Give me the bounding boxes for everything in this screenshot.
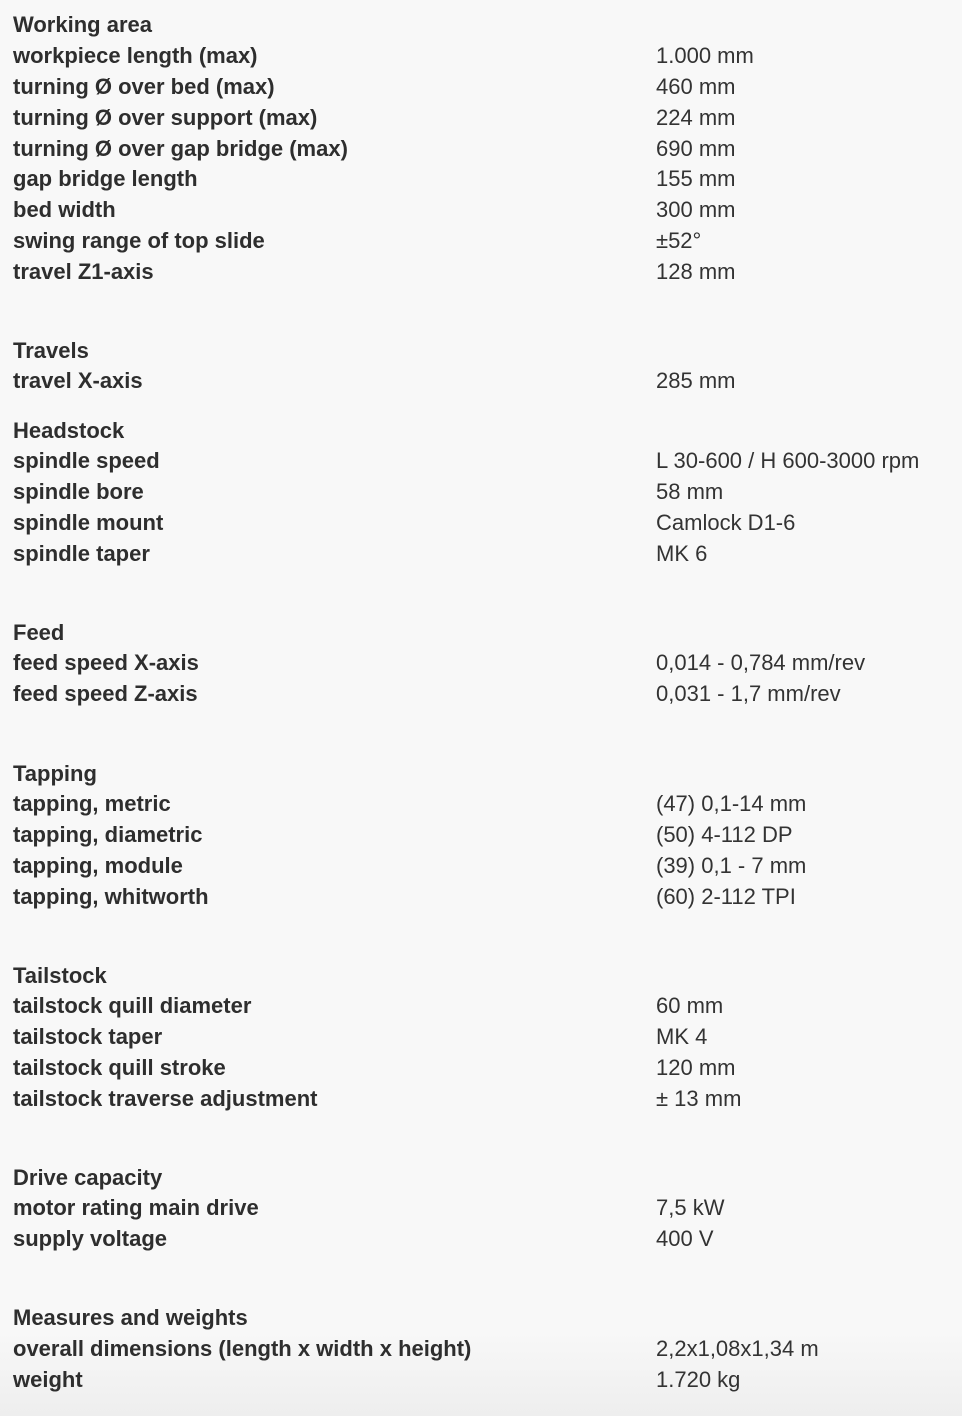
spec-label: tailstock quill stroke: [13, 1055, 226, 1080]
spec-label: motor rating main drive: [13, 1195, 259, 1220]
section-heading-drive-capacity: Drive capacity: [13, 1165, 163, 1190]
spec-label: travel X-axis: [13, 368, 143, 393]
spec-label: tailstock taper: [13, 1024, 163, 1049]
spec-value: 2,2x1,08x1,34 m: [656, 1336, 819, 1361]
spec-label: tapping, metric: [13, 791, 171, 816]
spec-label: travel Z1-axis: [13, 259, 154, 284]
spec-value: 1.000 mm: [656, 43, 754, 68]
spec-label: tailstock quill diameter: [13, 993, 252, 1018]
spec-value: (47) 0,1-14 mm: [656, 791, 807, 816]
spec-label: gap bridge length: [13, 166, 198, 191]
spec-label: feed speed X-axis: [13, 650, 199, 675]
spec-value: 0,031 - 1,7 mm/rev: [656, 681, 841, 706]
section-heading-working-area: Working area: [13, 12, 152, 37]
section-heading-feed: Feed: [13, 620, 65, 645]
spec-value: 155 mm: [656, 166, 736, 191]
spec-label: spindle mount: [13, 510, 164, 535]
spec-value: MK 4: [656, 1024, 708, 1049]
section-heading-measures-and-weights: Measures and weights: [13, 1305, 248, 1330]
spec-label: tapping, diametric: [13, 822, 203, 847]
spec-value: Camlock D1-6: [656, 510, 796, 535]
spec-value: (39) 0,1 - 7 mm: [656, 853, 807, 878]
spec-value: MK 6: [656, 541, 708, 566]
spec-value: ± 13 mm: [656, 1086, 742, 1111]
spec-value: 60 mm: [656, 993, 724, 1018]
spec-label: tailstock traverse adjustment: [13, 1086, 318, 1111]
spec-value: (60) 2-112 TPI: [656, 884, 796, 909]
spec-label: spindle taper: [13, 541, 150, 566]
spec-value: 690 mm: [656, 136, 736, 161]
spec-label: bed width: [13, 197, 116, 222]
spec-label: workpiece length (max): [13, 43, 258, 68]
spec-value: 120 mm: [656, 1055, 736, 1080]
spec-value: 128 mm: [656, 259, 736, 284]
spec-label: tapping, module: [13, 853, 183, 878]
section-heading-travels: Travels: [13, 338, 89, 363]
spec-label: spindle speed: [13, 448, 160, 473]
section-heading-tailstock: Tailstock: [13, 963, 107, 988]
spec-label: weight: [13, 1367, 83, 1392]
spec-label: overall dimensions (length x width x height): [13, 1336, 472, 1361]
spec-label: swing range of top slide: [13, 228, 265, 253]
spec-value: (50) 4-112 DP: [656, 822, 793, 847]
spec-value: 285 mm: [656, 368, 736, 393]
spec-value: ±52°: [656, 228, 702, 253]
spec-label: turning Ø over gap bridge (max): [13, 136, 348, 161]
section-heading-tapping: Tapping: [13, 761, 97, 786]
spec-value: 400 V: [656, 1226, 714, 1251]
spec-label: supply voltage: [13, 1226, 168, 1251]
spec-value: L 30-600 / H 600-3000 rpm: [656, 448, 920, 473]
section-heading-headstock: Headstock: [13, 418, 125, 443]
spec-value: 58 mm: [656, 479, 724, 504]
spec-value: 300 mm: [656, 197, 736, 222]
spec-label: turning Ø over support (max): [13, 105, 318, 130]
spec-value: 0,014 - 0,784 mm/rev: [656, 650, 866, 675]
spec-label: spindle bore: [13, 479, 144, 504]
spec-value: 1.720 kg: [656, 1367, 741, 1392]
spec-value: 7,5 kW: [656, 1195, 725, 1220]
spec-label: turning Ø over bed (max): [13, 74, 275, 99]
spec-value: 460 mm: [656, 74, 736, 99]
spec-label: tapping, whitworth: [13, 884, 209, 909]
spec-label: feed speed Z-axis: [13, 681, 198, 706]
spec-value: 224 mm: [656, 105, 736, 130]
